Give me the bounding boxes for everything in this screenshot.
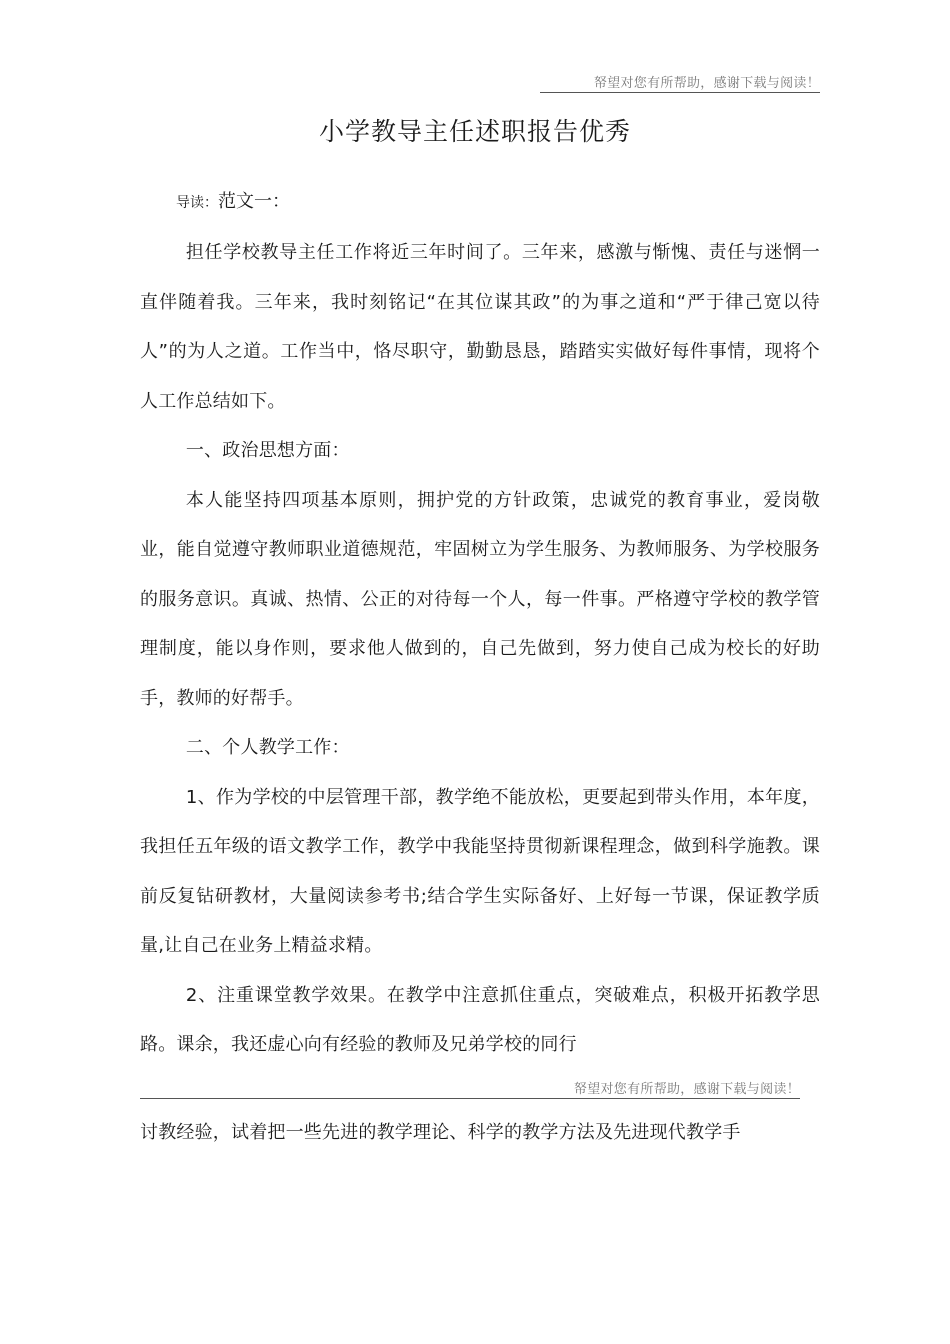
section-heading: 一、政治思想方面： [185, 440, 350, 461]
paragraph: 本人能坚持四项基本原则，拥护党的方针政策，忠诚党的教育事业，爱岗敬业，能自觉遵守教师职业道德规范，牢固树立为学生服务、为教师服务、为学校服务的服务意识。真诚、热情、公正的对待每一个人，每一件事。严格遵守学校的教学管理制度，能以身作则，要求他人做到的，自己先做到，努力使自己成为校长的好助手，教师的好帮手。 [140, 489, 820, 709]
document-body [140, 228, 820, 1070]
page-break-note: 帑望对您有所帮助，感谢下载与阅读！ [140, 1078, 800, 1099]
document-title: 小学教导主任述职报告优秀 [318, 117, 631, 146]
section-heading: 二、个人教学工作： [185, 737, 350, 758]
paragraph: 1、作为学校的中层管理干部，教学绝不能放松，更要起到带头作用，本年度，我担任五年级的语文教学工作，教学中我能坚持贯彻新课程理念，做到科学施教。课前反复钻研教材，大量阅读参考书;结合学生实际备好、上好每一节课，保证教学质量,让自己在业务上精益求精。 [140, 786, 820, 956]
paragraph: 担任学校教导主任工作将近三年时间了。三年来，感激与惭愧、责任与迷惘一直伴随着我。三年来，我时刻铭记“在其位谋其政”的为事之道和“严于律己宽以待人”的为人之道。工作当中，恪尽职守，勤勤恳恳，踏踏实实做好每件事情，现将个人工作总结如下。 [140, 242, 820, 412]
continued-paragraph: 讨教经验，试着把一些先进的教学理论、科学的教学方法及先进现代教学手 [140, 1122, 741, 1143]
intro-line [176, 188, 290, 217]
intro-label: 导读： [176, 195, 218, 211]
intro-value: 范文一： [218, 191, 290, 212]
header-note: 帑望对您有所帮助，感谢下载与阅读！ [540, 72, 820, 93]
paragraph: 2、注重课堂教学效果。在教学中注意抓住重点，突破难点，积极开拓教学思路。课余，我还虚心向有经验的教师及兄弟学校的同行 [140, 984, 820, 1055]
